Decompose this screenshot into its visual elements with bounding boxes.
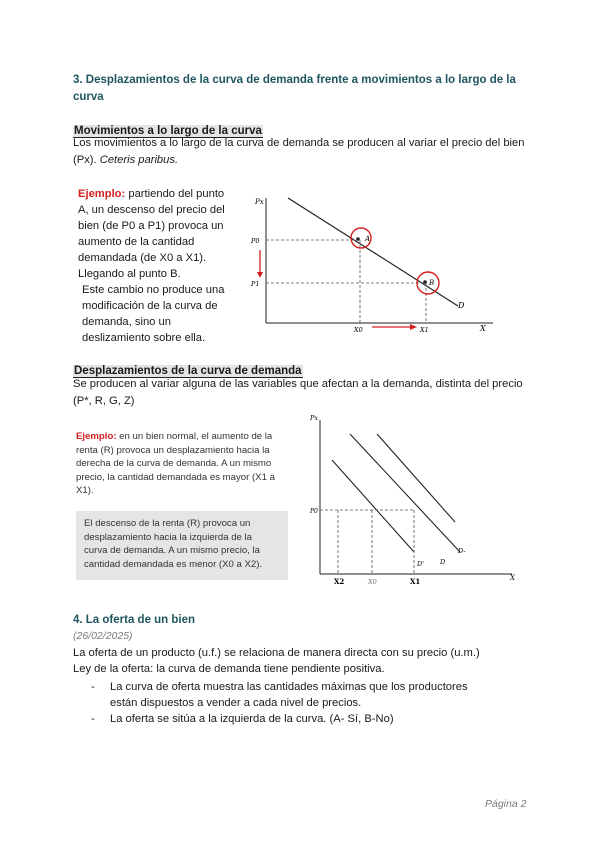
example-1-line3: bien (de P0 a P1) provoca un: [78, 220, 224, 232]
ceteris-paribus: Ceteris paribus.: [99, 154, 179, 166]
movimientos-text: [73, 135, 533, 169]
example-2-line3: derecha de la curva de demanda. A un mismo: [76, 458, 272, 469]
section-4-line1: La oferta de un producto (u.f.) se relaciona de manera directa con su precio (u.m.): [73, 647, 480, 659]
example-1: [78, 186, 268, 346]
graph1-quantity-arrowhead: [410, 324, 417, 330]
example-2-line1: en un bien normal, el aumento de la: [116, 431, 273, 442]
desplazamientos-heading: Desplazamientos de la curva de demanda: [74, 365, 302, 377]
movimientos-heading: Movimientos a lo largo de la curva: [74, 125, 262, 137]
graph1-point-b: [423, 280, 427, 284]
section-4-line2: Ley de la oferta: la curva de demanda tiene pendiente positiva.: [73, 663, 385, 675]
example-2-line5: X1).: [76, 485, 94, 496]
bullet-1-line-a: La curva de oferta muestra las cantidades máximas que los productores: [110, 681, 468, 693]
demand-shift-graph: [302, 412, 522, 592]
graph1-point-a: [356, 237, 360, 241]
example-1-line2: A, un descenso del precio del: [78, 204, 225, 216]
graph1-x1-label: X1: [420, 326, 429, 334]
graph1-p1-label: P1: [251, 280, 260, 288]
graph2-p0-label: P0: [310, 508, 318, 515]
graph2-curve-middle: [332, 460, 414, 552]
bullet-2: La oferta se sitúa a la izquierda de la curva. (A- Sí, B-No): [110, 713, 394, 725]
graph2-curve-right: [377, 434, 455, 522]
section-4-date: (26/02/2025): [73, 630, 133, 642]
graph2-x1-label: X1: [410, 577, 421, 586]
graph2-curve-d-prime-label: D': [417, 560, 424, 568]
box-line4: cantidad demandada es menor (X0 a X2).: [84, 558, 263, 570]
income-decrease-box: [76, 511, 288, 580]
bullet-dash-2: -: [91, 713, 95, 725]
example-1-line4: aumento de la cantidad: [78, 236, 195, 248]
bullet-dash-1: -: [91, 681, 95, 693]
example-2-line4: precio, la cantidad demandada es mayor (X1 a: [76, 471, 275, 483]
graph2-curve-d-label: D: [440, 558, 446, 566]
graph1-p0-label: P0: [251, 237, 260, 245]
graph2-x0-label: X0: [368, 578, 377, 586]
example-1-line6: Llegando al punto B.: [78, 268, 181, 280]
example-1-line5: demandada (de X0 a X1).: [78, 252, 207, 264]
graph1-price-arrowhead: [257, 272, 263, 278]
graph1-curve-label: D: [458, 301, 465, 310]
example-1-line1: partiendo del punto: [125, 188, 225, 200]
section-4-title: 4. La oferta de un bien: [73, 614, 196, 626]
example-1-note1: Este cambio no produce una: [82, 284, 225, 296]
box-line2: desplazamiento hacia la izquierda de la: [84, 531, 252, 543]
graph1-demand-curve: [288, 198, 458, 306]
desplazamientos-text: Se producen al variar alguna de las variables que afectan a la demanda, distinta del precio (P*, R, G, Z): [73, 378, 523, 407]
graph2-curve-left: [350, 434, 460, 552]
graph2-curve-d-minus-label: D-: [458, 547, 466, 555]
box-line3: curva de demanda. A un mismo precio, la: [84, 545, 260, 556]
bullet-1-line-b: están dispuestos a vender a cada nivel de precios.: [110, 697, 362, 709]
graph1-point-a-label: A: [365, 235, 371, 243]
movimientos-text-main: Los movimientos a lo largo de la curva de demanda se producen al variar el precio del bien (Px).: [73, 137, 525, 166]
graph2-y-label: Px: [310, 414, 319, 422]
page-number: Página 2: [485, 798, 527, 810]
graph1-x0-label: X0: [354, 326, 363, 334]
demand-movement-graph: [248, 188, 503, 340]
graph1-x-label: X: [480, 324, 486, 333]
graph2-x2-label: X2: [334, 577, 345, 586]
example-1-note4: deslizamiento sobre ella.: [82, 332, 206, 344]
example-1-note3: demanda, sino un: [82, 316, 171, 328]
graph1-y-label: Px: [255, 198, 264, 206]
example-2-line2: renta (R) provoca un desplazamiento hacia la: [76, 444, 270, 456]
graph1-point-b-circle: [417, 272, 439, 294]
example-1-label: Ejemplo:: [78, 188, 126, 200]
graph1-point-b-label: B: [429, 279, 435, 287]
box-line1: El descenso de la renta (R) provoca un: [84, 518, 251, 529]
example-1-note2: modificación de la curva de: [82, 300, 218, 312]
example-2: [76, 430, 306, 498]
example-2-label: Ejemplo:: [76, 431, 117, 442]
bullet-1: [110, 679, 530, 711]
section-3-title: 3. Desplazamientos de la curva de demanda frente a movimientos a lo largo de la curva: [73, 74, 516, 103]
graph2-x-label: X: [510, 574, 515, 582]
